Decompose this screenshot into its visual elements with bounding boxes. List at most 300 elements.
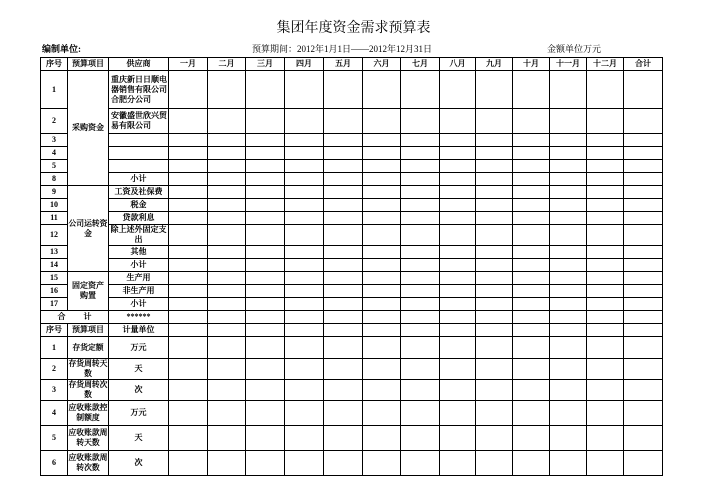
month-amount-cell	[513, 212, 550, 225]
month-amount-cell	[550, 109, 587, 134]
month-amount-cell	[363, 259, 401, 272]
month-amount-cell	[476, 259, 513, 272]
supplier-cell: 工资及社保费	[109, 186, 169, 199]
month-amount-cell	[513, 160, 550, 173]
month-amount-cell	[169, 134, 208, 147]
month-amount-cell	[324, 109, 363, 134]
month-amount-cell	[246, 259, 285, 272]
row-number: 8	[41, 173, 68, 186]
month-amount-cell	[513, 246, 550, 259]
month-amount-cell	[587, 134, 624, 147]
month-amount-cell	[285, 134, 324, 147]
month-amount-cell	[401, 160, 440, 173]
table-row	[41, 160, 663, 173]
month-amount-cell	[363, 212, 401, 225]
month-amount-cell	[208, 359, 246, 380]
month-amount-cell	[208, 134, 246, 147]
row-number: 1	[41, 71, 68, 109]
month-amount-cell	[587, 246, 624, 259]
month-amount-cell	[324, 160, 363, 173]
month-amount-cell	[587, 324, 624, 337]
table-row	[41, 186, 663, 199]
month-amount-cell	[324, 401, 363, 426]
month-amount-cell	[285, 160, 324, 173]
month-amount-cell	[324, 147, 363, 160]
month-amount-cell	[440, 259, 476, 272]
month-amount-cell	[169, 160, 208, 173]
row-number: 1	[41, 337, 68, 359]
month-amount-cell	[587, 109, 624, 134]
month-amount-cell	[285, 337, 324, 359]
row-number: 15	[41, 272, 68, 285]
budget-item-group: 公司运转资金	[68, 186, 109, 272]
month-amount-cell	[285, 272, 324, 285]
month-amount-cell	[550, 311, 587, 324]
budget-table	[40, 57, 663, 476]
month-amount-cell	[587, 298, 624, 311]
month-amount-cell	[246, 285, 285, 298]
row-total-cell	[624, 212, 663, 225]
month-amount-cell	[513, 359, 550, 380]
row-number: 2	[41, 109, 68, 134]
supplier-cell: 安徽盛世欣兴贸易有限公司	[109, 109, 169, 134]
row-number: 4	[41, 401, 68, 426]
month-amount-cell	[401, 426, 440, 451]
month-amount-cell	[324, 311, 363, 324]
month-amount-cell	[246, 272, 285, 285]
month-amount-cell	[401, 380, 440, 401]
month-amount-cell	[324, 426, 363, 451]
month-amount-cell	[550, 173, 587, 186]
header-total: 合计	[624, 58, 663, 71]
month-amount-cell	[440, 134, 476, 147]
month-amount-cell	[285, 311, 324, 324]
month-amount-cell	[363, 298, 401, 311]
indicator-unit: 天	[109, 426, 169, 451]
month-amount-cell	[324, 298, 363, 311]
row-number: 5	[41, 426, 68, 451]
table-row	[41, 173, 663, 186]
month-amount-cell	[285, 199, 324, 212]
grand-total-label: 合 计	[41, 311, 109, 324]
indicator-item: 存货周转天数	[68, 359, 108, 378]
month-amount-cell	[476, 380, 513, 401]
indicator-row	[41, 401, 663, 426]
month-amount-cell	[550, 147, 587, 160]
month-amount-cell	[324, 186, 363, 199]
month-amount-cell	[285, 426, 324, 451]
row-total-cell	[624, 426, 663, 451]
month-amount-cell	[513, 311, 550, 324]
month-amount-cell	[363, 134, 401, 147]
month-amount-cell	[246, 109, 285, 134]
month-amount-cell	[169, 246, 208, 259]
month-amount-cell	[324, 134, 363, 147]
header-month-2: 二月	[208, 58, 246, 71]
table-row	[41, 71, 663, 109]
month-amount-cell	[476, 160, 513, 173]
row-number: 10	[41, 199, 68, 212]
indicator-item: 应收账款周转天数	[68, 426, 109, 451]
month-amount-cell	[440, 272, 476, 285]
month-amount-cell	[208, 401, 246, 426]
month-amount-cell	[401, 451, 440, 476]
month-amount-cell	[440, 285, 476, 298]
table-row	[41, 259, 663, 272]
month-amount-cell	[285, 173, 324, 186]
month-amount-cell	[363, 109, 401, 134]
month-amount-cell	[324, 246, 363, 259]
month-amount-cell	[476, 186, 513, 199]
row-number: 17	[41, 298, 68, 311]
indicator-unit: 次	[109, 451, 169, 476]
month-amount-cell	[513, 337, 550, 359]
row-number: 16	[41, 285, 68, 298]
month-amount-cell	[169, 259, 208, 272]
month-amount-cell	[169, 199, 208, 212]
indicator-row	[41, 359, 663, 380]
month-amount-cell	[169, 225, 208, 246]
subtotal-cell: 小计	[109, 173, 169, 186]
row-number: 13	[41, 246, 68, 259]
month-amount-cell	[285, 380, 324, 401]
month-amount-cell	[440, 324, 476, 337]
header-month-5: 五月	[324, 58, 363, 71]
header-month-4: 四月	[285, 58, 324, 71]
month-amount-cell	[513, 272, 550, 285]
row-total-cell	[624, 246, 663, 259]
month-amount-cell	[550, 285, 587, 298]
month-amount-cell	[285, 212, 324, 225]
header-supplier: 供应商	[109, 58, 169, 71]
month-amount-cell	[208, 337, 246, 359]
header-budget-item: 预算项目	[68, 58, 109, 71]
month-amount-cell	[476, 134, 513, 147]
subtotal-cell: 小计	[109, 259, 169, 272]
row-total-cell	[624, 401, 663, 426]
month-amount-cell	[550, 134, 587, 147]
table-row	[41, 285, 663, 298]
month-amount-cell	[550, 199, 587, 212]
month-amount-cell	[550, 212, 587, 225]
month-amount-cell	[513, 109, 550, 134]
month-amount-cell	[513, 147, 550, 160]
month-amount-cell	[324, 324, 363, 337]
month-amount-cell	[550, 451, 587, 476]
month-amount-cell	[587, 147, 624, 160]
month-amount-cell	[550, 160, 587, 173]
month-amount-cell	[587, 401, 624, 426]
month-amount-cell	[476, 199, 513, 212]
header-month-1: 一月	[169, 58, 208, 71]
month-amount-cell	[587, 451, 624, 476]
month-amount-cell	[587, 186, 624, 199]
month-amount-cell	[401, 186, 440, 199]
row-number: 4	[41, 147, 68, 160]
table-row	[41, 298, 663, 311]
month-amount-cell	[476, 324, 513, 337]
month-amount-cell	[401, 109, 440, 134]
month-amount-cell	[363, 451, 401, 476]
month-amount-cell	[208, 285, 246, 298]
month-amount-cell	[476, 147, 513, 160]
month-amount-cell	[324, 272, 363, 285]
month-amount-cell	[169, 426, 208, 451]
month-amount-cell	[169, 272, 208, 285]
month-amount-cell	[363, 401, 401, 426]
month-amount-cell	[476, 451, 513, 476]
budget-period: 预算期间：2012年1月1日——2012年12月31日	[252, 44, 433, 54]
indicator-item: 应收账款周转次数	[68, 451, 109, 476]
month-amount-cell	[363, 311, 401, 324]
header-month-8: 八月	[440, 58, 476, 71]
month-amount-cell	[246, 451, 285, 476]
budget-item-group: 采购资金	[68, 71, 109, 186]
month-amount-cell	[208, 212, 246, 225]
month-amount-cell	[208, 109, 246, 134]
month-amount-cell	[285, 451, 324, 476]
month-amount-cell	[476, 109, 513, 134]
month-amount-cell	[440, 337, 476, 359]
month-amount-cell	[440, 225, 476, 246]
month-amount-cell	[401, 324, 440, 337]
month-amount-cell	[440, 298, 476, 311]
month-amount-cell	[324, 359, 363, 380]
month-amount-cell	[476, 311, 513, 324]
row-number: 9	[41, 186, 68, 199]
month-amount-cell	[169, 401, 208, 426]
month-amount-cell	[440, 311, 476, 324]
month-amount-cell	[476, 71, 513, 109]
month-amount-cell	[550, 259, 587, 272]
header-month-10: 十月	[513, 58, 550, 71]
month-amount-cell	[550, 426, 587, 451]
row-number: 3	[41, 380, 68, 401]
month-amount-cell	[246, 426, 285, 451]
indicator-row	[41, 337, 663, 359]
month-amount-cell	[440, 173, 476, 186]
month-amount-cell	[208, 160, 246, 173]
row-total-cell	[624, 311, 663, 324]
month-amount-cell	[550, 186, 587, 199]
month-amount-cell	[587, 426, 624, 451]
header-month-6: 六月	[363, 58, 401, 71]
amount-unit-label: 金额单位万元	[547, 44, 602, 54]
month-amount-cell	[587, 259, 624, 272]
row-number: 3	[41, 134, 68, 147]
month-amount-cell	[401, 71, 440, 109]
row-total-cell	[624, 259, 663, 272]
month-amount-cell	[440, 401, 476, 426]
month-amount-cell	[440, 147, 476, 160]
indicator-unit: 万元	[109, 401, 169, 426]
row-number: 14	[41, 259, 68, 272]
row-total-cell	[624, 324, 663, 337]
month-amount-cell	[401, 173, 440, 186]
month-amount-cell	[208, 173, 246, 186]
row-total-cell	[624, 160, 663, 173]
month-amount-cell	[363, 160, 401, 173]
month-amount-cell	[440, 212, 476, 225]
month-amount-cell	[246, 324, 285, 337]
month-amount-cell	[169, 186, 208, 199]
month-amount-cell	[587, 71, 624, 109]
month-amount-cell	[363, 285, 401, 298]
month-amount-cell	[587, 173, 624, 186]
month-amount-cell	[440, 109, 476, 134]
supplier-cell: 其他	[109, 246, 169, 259]
month-amount-cell	[476, 285, 513, 298]
month-amount-cell	[169, 324, 208, 337]
month-amount-cell	[401, 147, 440, 160]
month-amount-cell	[169, 71, 208, 109]
row-total-cell	[624, 285, 663, 298]
month-amount-cell	[587, 225, 624, 246]
month-amount-cell	[401, 298, 440, 311]
header-budget-item: 预算项目	[68, 324, 109, 337]
month-amount-cell	[169, 173, 208, 186]
month-amount-cell	[285, 246, 324, 259]
header-month-11: 十一月	[550, 58, 587, 71]
month-amount-cell	[363, 186, 401, 199]
month-amount-cell	[513, 298, 550, 311]
indicator-item: 存货周转次数	[68, 380, 108, 399]
month-amount-cell	[513, 401, 550, 426]
row-total-cell	[624, 71, 663, 109]
month-amount-cell	[587, 285, 624, 298]
month-amount-cell	[246, 337, 285, 359]
month-amount-cell	[363, 199, 401, 212]
header-month-9: 九月	[476, 58, 513, 71]
month-amount-cell	[246, 147, 285, 160]
month-amount-cell	[401, 272, 440, 285]
month-amount-cell	[401, 285, 440, 298]
row-total-cell	[624, 173, 663, 186]
month-amount-cell	[401, 337, 440, 359]
month-amount-cell	[246, 134, 285, 147]
month-amount-cell	[440, 160, 476, 173]
month-amount-cell	[440, 426, 476, 451]
header-seq-no: 序号	[41, 58, 68, 71]
month-amount-cell	[401, 225, 440, 246]
month-amount-cell	[324, 71, 363, 109]
indicator-unit: 天	[109, 359, 169, 380]
table-row	[41, 199, 663, 212]
month-amount-cell	[513, 380, 550, 401]
table-row	[41, 134, 663, 147]
indicator-header-row	[41, 324, 663, 337]
month-amount-cell	[363, 272, 401, 285]
month-amount-cell	[476, 225, 513, 246]
month-amount-cell	[285, 259, 324, 272]
month-amount-cell	[324, 451, 363, 476]
month-amount-cell	[285, 71, 324, 109]
table-row	[41, 147, 663, 160]
month-amount-cell	[476, 298, 513, 311]
month-amount-cell	[246, 401, 285, 426]
indicator-unit: 次	[109, 380, 169, 401]
month-amount-cell	[363, 426, 401, 451]
month-amount-cell	[208, 272, 246, 285]
month-amount-cell	[363, 71, 401, 109]
month-amount-cell	[550, 380, 587, 401]
row-total-cell	[624, 359, 663, 380]
row-number: 5	[41, 160, 68, 173]
header-month-7: 七月	[401, 58, 440, 71]
month-amount-cell	[285, 359, 324, 380]
supplier-cell: 非生产用	[109, 285, 169, 298]
month-amount-cell	[550, 225, 587, 246]
month-amount-cell	[513, 451, 550, 476]
header-unit: 计量单位	[109, 324, 169, 337]
supplier-cell	[109, 134, 169, 147]
month-amount-cell	[169, 359, 208, 380]
month-amount-cell	[363, 359, 401, 380]
month-amount-cell	[208, 147, 246, 160]
row-total-cell	[624, 298, 663, 311]
month-amount-cell	[440, 199, 476, 212]
indicator-row	[41, 451, 663, 476]
month-amount-cell	[476, 337, 513, 359]
month-amount-cell	[440, 380, 476, 401]
month-amount-cell	[208, 298, 246, 311]
supplier-cell	[109, 160, 169, 173]
header-row	[41, 58, 663, 71]
row-total-cell	[624, 451, 663, 476]
supplier-cell: 生产用	[109, 272, 169, 285]
row-number: 12	[41, 225, 68, 246]
month-amount-cell	[363, 337, 401, 359]
month-amount-cell	[587, 337, 624, 359]
indicator-row	[41, 380, 663, 401]
month-amount-cell	[476, 401, 513, 426]
month-amount-cell	[169, 311, 208, 324]
month-amount-cell	[169, 380, 208, 401]
row-total-cell	[624, 380, 663, 401]
month-amount-cell	[440, 246, 476, 259]
month-amount-cell	[401, 246, 440, 259]
month-amount-cell	[550, 337, 587, 359]
month-amount-cell	[401, 199, 440, 212]
row-total-cell	[624, 199, 663, 212]
month-amount-cell	[246, 225, 285, 246]
month-amount-cell	[587, 359, 624, 380]
month-amount-cell	[246, 71, 285, 109]
month-amount-cell	[476, 359, 513, 380]
month-amount-cell	[246, 246, 285, 259]
table-row	[41, 272, 663, 285]
month-amount-cell	[550, 246, 587, 259]
month-amount-cell	[246, 212, 285, 225]
header-month-3: 三月	[246, 58, 285, 71]
month-amount-cell	[246, 380, 285, 401]
supplier-cell: 重庆新日日顺电器销售有限公司合肥分公司	[109, 71, 169, 109]
subtotal-cell: 小计	[109, 298, 169, 311]
row-number: 2	[41, 359, 68, 380]
month-amount-cell	[401, 259, 440, 272]
month-amount-cell	[208, 246, 246, 259]
month-amount-cell	[363, 324, 401, 337]
month-amount-cell	[246, 186, 285, 199]
row-total-cell	[624, 147, 663, 160]
month-amount-cell	[169, 109, 208, 134]
month-amount-cell	[440, 359, 476, 380]
sheet-title: 集团年度资金需求预算表	[276, 21, 431, 36]
row-total-cell	[624, 337, 663, 359]
month-amount-cell	[324, 285, 363, 298]
month-amount-cell	[324, 225, 363, 246]
month-amount-cell	[208, 380, 246, 401]
